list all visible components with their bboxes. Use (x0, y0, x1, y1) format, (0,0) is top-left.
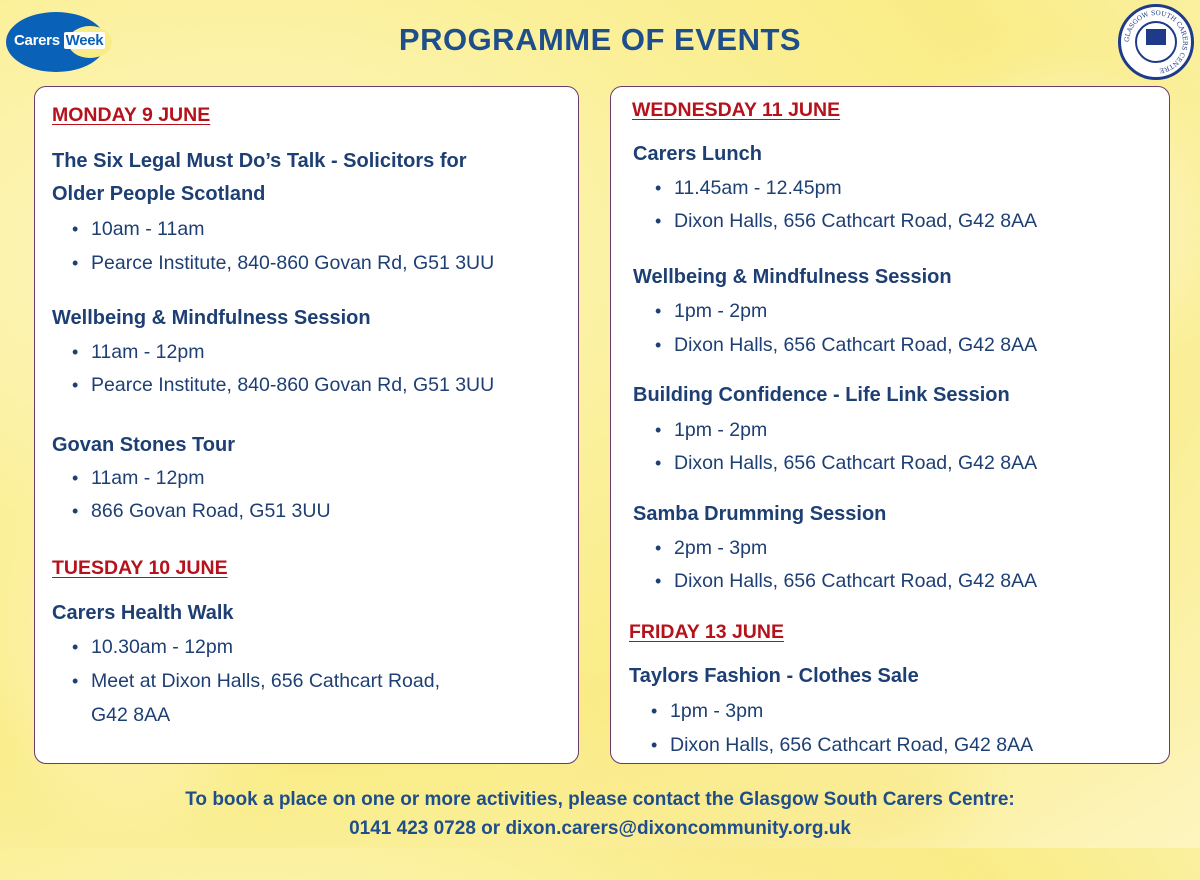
event-location: • Dixon Halls, 656 Cathcart Road, G42 8AA (674, 209, 1037, 233)
event-location: • Pearce Institute, 840-860 Govan Rd, G51 3UU (91, 373, 494, 397)
event-location: • Dixon Halls, 656 Cathcart Road, G42 8AA (674, 569, 1037, 593)
event-time: • 1pm - 2pm (674, 418, 767, 442)
page-title: PROGRAMME OF EVENTS (398, 22, 802, 57)
event-title: Samba Drumming Session (633, 503, 887, 525)
day-heading-monday: MONDAY 9 JUNE (52, 104, 211, 126)
event-location: • Meet at Dixon Halls, 656 Cathcart Road, (91, 669, 440, 693)
event-time: • 11am - 12pm (91, 340, 204, 364)
logo-text: Carers Week (14, 32, 104, 49)
event-time: • 10.30am - 12pm (91, 635, 233, 659)
event-title: Taylors Fashion - Clothes Sale (629, 665, 919, 687)
event-location: • 866 Govan Road, G51 3UU (91, 499, 331, 523)
event-title: Govan Stones Tour (52, 434, 235, 456)
event-location: • Dixon Halls, 656 Cathcart Road, G42 8AA (674, 451, 1037, 475)
event-time: • 1pm - 3pm (670, 699, 763, 723)
day-heading-wednesday: WEDNESDAY 11 JUNE (632, 99, 841, 121)
event-title: Carers Lunch (633, 143, 762, 165)
event-time: • 11.45am - 12.45pm (674, 176, 842, 200)
booking-instructions: To book a place on one or more activities, please contact the Glasgow South Carers Centre: (185, 789, 1015, 810)
event-title: The Six Legal Must Do’s Talk - Solicitors for Older People Scotland (52, 150, 467, 205)
day-heading-tuesday: TUESDAY 10 JUNE (52, 557, 228, 579)
svg-text:GLASGOW SOUTH CARERS CENTRE: GLASGOW SOUTH CARERS CENTRE (1122, 8, 1190, 75)
event-title: Carers Health Walk (52, 602, 234, 624)
event-location: • Dixon Halls, 656 Cathcart Road, G42 8AA (674, 333, 1037, 357)
contact-details: 0141 423 0728 or dixon.carers@dixoncommunity.org.uk (349, 818, 851, 839)
event-time: • 10am - 11am (91, 217, 204, 241)
event-title: Building Confidence - Life Link Session (633, 384, 1010, 406)
event-location-cont: G42 8AA (91, 704, 171, 726)
event-title: Wellbeing & Mindfulness Session (52, 307, 371, 329)
glasgow-south-carers-centre-seal (1118, 4, 1194, 80)
event-time: • 11am - 12pm (91, 466, 204, 490)
day-heading-friday: FRIDAY 13 JUNE (629, 621, 784, 643)
event-title: Wellbeing & Mindfulness Session (633, 266, 952, 288)
event-location: • Dixon Halls, 656 Cathcart Road, G42 8AA (670, 733, 1033, 757)
people-icon (1146, 29, 1166, 45)
event-time: • 1pm - 2pm (674, 299, 767, 323)
event-time: • 2pm - 3pm (674, 536, 767, 560)
event-location: • Pearce Institute, 840-860 Govan Rd, G51 3UU (91, 251, 494, 275)
